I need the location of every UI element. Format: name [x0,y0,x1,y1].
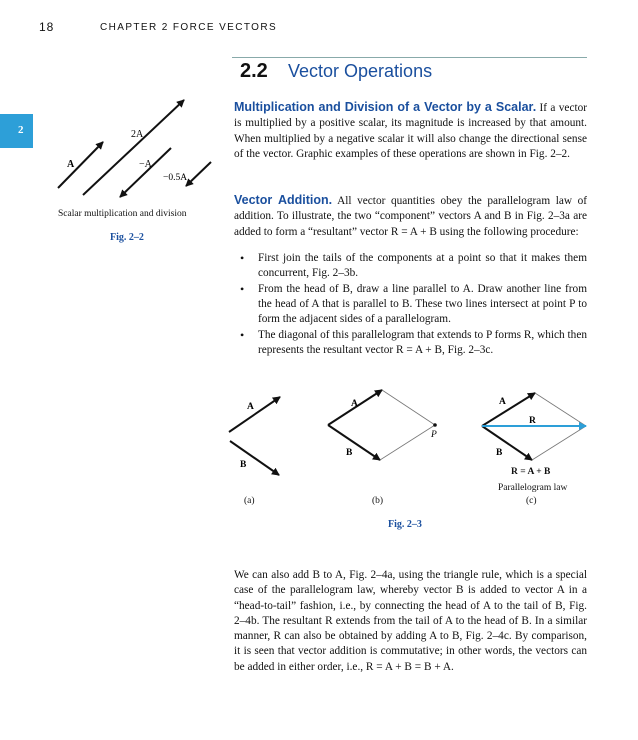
fig-2-3-caption: Fig. 2–3 [388,519,422,530]
section-rule [232,57,587,58]
fig-2-3a [229,397,280,475]
fig3b-point-p [433,423,437,427]
fig-2-3-sub-c: (c) [526,496,537,506]
addition-heading: Vector Addition. [234,193,333,207]
fig3c-vector-a [482,393,535,426]
fig3b-vector-b [328,425,380,460]
fig3b-label-b: B [346,448,353,458]
addition-intro: All vector quantities obey the parallelogram law of addition. To illustrate, the two “component” vectors A and B in Fig. 2–3a are added to form a “resultant” vector R = A + B using the following procedure: [234,195,587,238]
scalar-body: If a vector is multiplied by a positive scalar, its magnitude is increased by that amount. When multiplied by a negative scalar it will also change the directional sense of the vector. Graphic examples of these operations are shown in Fig. 2–2. [234,102,588,160]
section-number: 2.2 [240,60,268,82]
fig3c-parallel-a [532,426,586,460]
fig-2-3-sub-a: (a) [244,496,255,506]
fig3b-parallel-a [380,425,435,460]
scalar-paragraph [234,100,587,162]
chapter-tab [0,114,33,148]
fig-2-3-diagram [220,385,595,515]
fig3b-label-a: A [351,399,358,409]
procedure-list [234,251,587,359]
section-title: Vector Operations [288,61,433,81]
fig3b-parallel-b [382,390,435,425]
label-neg-half-a: −0.5A [163,173,188,183]
fig3c-parallel-b [535,393,586,426]
fig-2-2-description: Scalar multiplication and division [58,209,187,219]
fig3a-label-a: A [247,402,254,412]
fig3c-vector-b [482,426,532,460]
procedure-step-2: • From the head of B, draw a line parallel to A. Draw another line from the head of A that is parallel to B. These two lines intersect at point P to form the adjacent sides of a parallelogram. [234,282,587,327]
chapter-tab-number: 2 [18,124,24,136]
page-number: 18 [39,20,55,34]
procedure-step-1: • First join the tails of the components at a point so that it makes them concurrent, Fig. 2–3b. [234,251,587,281]
label-neg-a: −A [139,159,152,170]
running-head: CHAPTER 2 FORCE VECTORS [100,22,278,33]
vector-neg-half-a-arrow [186,162,211,186]
addition-paragraph [234,193,587,240]
fig3a-vector-a [229,397,280,432]
vector-a-arrow [58,142,103,188]
fig3c-label-a: A [499,397,506,407]
procedure-step-3: • The diagonal of this parallelogram that extends to P forms R, which then represents the resultant vector R = A + B, Fig. 2–3c. [234,328,587,358]
fig3b-label-p: P [431,430,437,440]
fig-2-2-caption: Fig. 2–2 [110,232,144,243]
label-2a: 2A [131,129,144,140]
scalar-heading: Multiplication and Division of a Vector by a Scalar. [234,100,537,114]
fig-2-3b [328,390,437,460]
fig3a-label-b: B [240,460,247,470]
fig-2-3c [482,393,586,460]
fig-2-3-sub-b: (b) [372,496,384,506]
fig3c-label-r: R [529,416,536,426]
fig-2-2-diagram [45,95,215,200]
fig-2-3-equation: R = A + B [511,467,551,477]
label-a: A [67,159,75,170]
triangle-paragraph: We can also add B to A, Fig. 2–4a, using the triangle rule, which is a special case of the parallelogram law, whereby vector B is added to vector A in a “head-to-tail” fashion, i.e., by connecting the head of A to the tail of B, Fig. 2–4b. The resultant R extends from the tail of A to the head of B. In a similar manner, R can also be obtained by adding A to B, Fig. 2–4c. By comparison, it is seen that vector addition is commutative; in other words, the vectors can be added in either order, i.e., R = A + B = B + A. [234,569,587,673]
fig3c-label-b: B [496,448,503,458]
fig3a-vector-b [230,441,279,475]
fig-2-3-law: Parallelogram law [498,483,568,493]
